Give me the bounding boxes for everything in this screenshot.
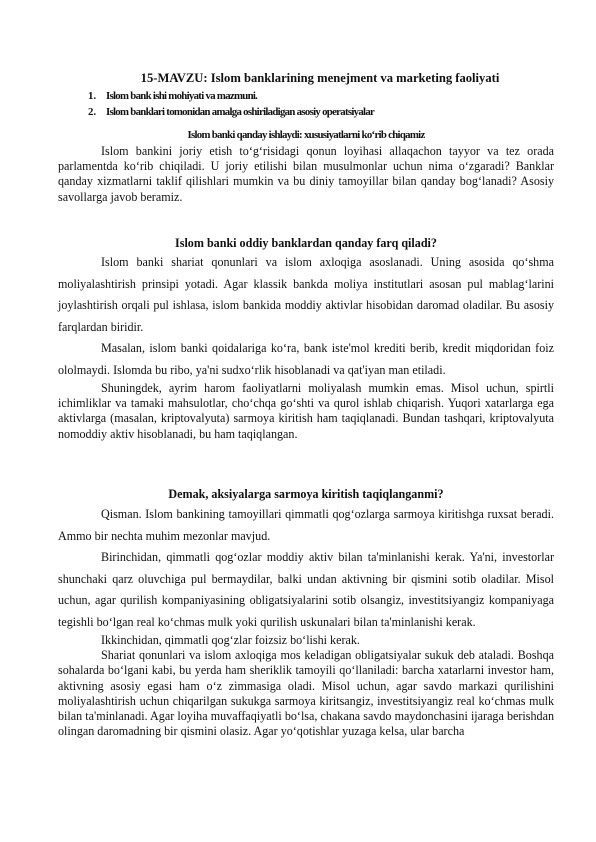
paragraph: Islom bankini joriy etish to‘g‘risidagi qonun loyihasi allaqachon tayyor va tez orada parlamentda ko‘rib chiqiladi. U joriy etilishi bilan musulmonlar uchun nima o‘zgaradi? Banklar qanday xizmatlarni taklif qilishlari mumkin va bu diniy tamoyillar bilan qanday bog‘lanadi? Asosiy savollarga javob beramiz.: [58, 144, 554, 204]
outline-number: 1.: [88, 90, 97, 102]
page-title: 15-MAVZU: Islom banklarining menejment va marketing faoliyati: [140, 71, 500, 85]
paragraph: Shuningdek, ayrim harom faoliyatlarni moliyalash mumkin emas. Misol uchun, spirtli ichimliklar va tamaki mahsulotlar, cho‘chqa go‘shti va qurol ishlab chiqarish. Yuqori xatarlarga ega aktivlarga (masalan, kriptovalyuta) sarmoya kiritish ham taqiqlanadi. Bundan tashqari, kriptovalyuta nomoddiy aktiv hisoblanadi, bu ham taqiqlangan.: [58, 381, 554, 441]
paragraph: Masalan, islom banki qoidalariga ko‘ra, bank iste'mol krediti berib, kredit miqdoridan foiz ololmaydi. Islomda bu ribo, ya'ni sudxo‘rlik hisoblanadi va qat'iyan man etiladi.: [58, 341, 554, 377]
topic-outline: [88, 88, 374, 120]
section-body: [58, 504, 554, 739]
outline-text: Islom bank ishi mohiyati va mazmuni.: [106, 90, 258, 102]
section-heading: Islom banki qanday ishlaydi: xususiyatlarni ko‘rib chiqamiz: [187, 129, 425, 141]
paragraph: Birinchidan, qimmatli qog‘ozlar moddiy aktiv bilan ta'minlanishi kerak. Ya'ni, investorlar shunchaki qarz oluvchiga pul bermaydilar, balki undan aktivning bir qismini sotib oladilar. Misol uchun, agar qurilish kompaniyasining obligatsiyalarini sotib olsangiz, investitsiyangiz kompaniyaga tegishli bo‘lgan real ko‘chmas mulk yoki qurilish uskunalari bilan ta'minlanishi kerak.: [58, 550, 554, 629]
paragraph: Ikkinchidan, qimmatli qog‘zlar foizsiz bo‘lishi kerak.: [101, 633, 360, 647]
outline-item: [88, 88, 374, 104]
outline-number: 2.: [88, 106, 97, 118]
paragraph: Shariat qonunlari va islom axloqiga mos keladigan obligatsiyalar sukuk deb ataladi. Boshqa sohalarda bo‘lgani kabi, bu yerda ham sheriklik tamoyili qo‘llaniladi: barcha xatarlarni investor ham, aktivning asosiy egasi ham o‘z zimmasiga oladi. Misol uchun, agar savdo markazi qurilishini moliyalashtirish uchun chiqarilgan sukukga sarmoya kiritsangiz, investitsiyangiz real ko‘chmas mulk bilan ta'minlanadi. Agar loyiha muvaffaqiyatli bo‘lsa, chakana savdo maydonchasini ijaraga berishdan olingan daromadning bir qismini olasiz. Agar yo‘qotishlar yuzaga kelsa, ular barcha: [58, 648, 554, 739]
paragraph: Islom banki shariat qonunlari va islom axloqiga asoslanadi. Uning asosida qo‘shma moliyalashtirish prinsipi yotadi. Agar klassik bankda moliya institutlari asosan pul mablag‘larini joylashtirish orqali pul ishlasa, islom bankida moddiy aktivlar hisobidan daromad oladilar. Bu asosiy farqlardan biridir.: [58, 255, 554, 334]
section-heading: Islom banki oddiy banklardan qanday farq qiladi?: [175, 236, 437, 250]
outline-text: Islom banklari tomonidan amalga oshiriladigan asosiy operatsiyalar: [106, 106, 375, 118]
section-body: [58, 144, 554, 205]
section-heading: Demak, aksiyalarga sarmoya kiritish taqiqlanganmi?: [168, 487, 444, 501]
paragraph: Qisman. Islom bankining tamoyillari qimmatli qog‘ozlarga sarmoya kiritishga ruxsat beradi. Ammo bir nechta muhim mezonlar mavjud.: [58, 507, 554, 543]
section-body: [58, 252, 554, 442]
outline-item: [88, 104, 374, 120]
